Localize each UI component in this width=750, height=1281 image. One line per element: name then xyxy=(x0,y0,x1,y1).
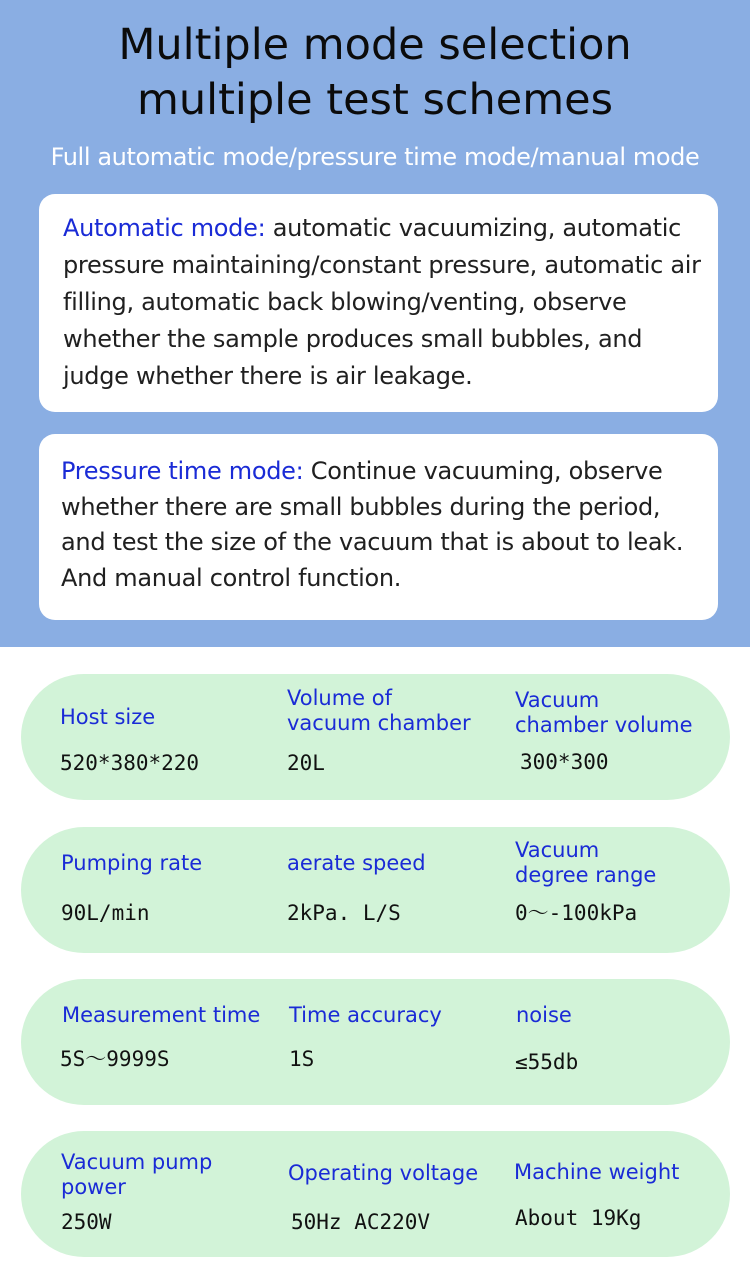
spec-value: 1S xyxy=(289,1047,315,1071)
spec-value: About 19Kg xyxy=(515,1206,642,1230)
spec-value: 0〜-100kPa xyxy=(515,901,638,925)
spec-row xyxy=(21,1131,730,1257)
title-line-1: Multiple mode selection xyxy=(118,20,632,70)
spec-row xyxy=(21,979,730,1105)
spec-label: Host size xyxy=(60,705,156,729)
spec-value: ≤55db xyxy=(515,1050,579,1074)
mode-description: Continue vacuuming, observe whether there are small bubbles during the period, and test the size of the vacuum that is about to leak. And manual control function. xyxy=(61,457,684,592)
automatic-mode-card xyxy=(39,194,718,412)
spec-value: 250W xyxy=(61,1210,112,1234)
pressure-time-mode-card xyxy=(39,434,718,620)
spec-value: 2kPa. L/S xyxy=(287,901,401,925)
mode-name: Pressure time mode: xyxy=(61,457,304,485)
spec-value: 90L/min xyxy=(61,901,150,925)
title-line-2: multiple test schemes xyxy=(136,75,613,125)
spec-label: Vacuum pump power xyxy=(61,1150,213,1199)
spec-value: 5S〜9999S xyxy=(60,1047,170,1071)
spec-value: 20L xyxy=(287,751,325,775)
spec-value: 50Hz AC220V xyxy=(291,1210,431,1234)
spec-label: noise xyxy=(516,1003,572,1027)
spec-row xyxy=(21,674,730,800)
mode-name: Automatic mode: xyxy=(63,214,266,242)
spec-value: 300*300 xyxy=(520,750,609,774)
spec-label: Vacuum degree range xyxy=(515,838,657,887)
spec-label: aerate speed xyxy=(287,851,426,875)
page-title xyxy=(0,18,750,128)
spec-label: Time accuracy xyxy=(289,1003,442,1027)
spec-label: Machine weight xyxy=(514,1160,680,1184)
mode-description: automatic vacuumizing, automatic pressure maintaining/constant pressure, automatic air filling, automatic back blowing/venting, observe whether the sample produces small bubbles, and judge whether there is air leakage. xyxy=(63,214,701,390)
spec-value: 520*380*220 xyxy=(60,751,200,775)
spec-row xyxy=(21,827,730,953)
spec-label: Operating voltage xyxy=(288,1161,479,1185)
spec-label: Pumping rate xyxy=(61,851,203,875)
spec-label: Vacuum chamber volume xyxy=(515,688,693,737)
spec-label: Volume of vacuum chamber xyxy=(287,686,471,735)
modes-subtitle: Full automatic mode/pressure time mode/manual mode xyxy=(50,143,700,171)
spec-label: Measurement time xyxy=(62,1003,261,1027)
